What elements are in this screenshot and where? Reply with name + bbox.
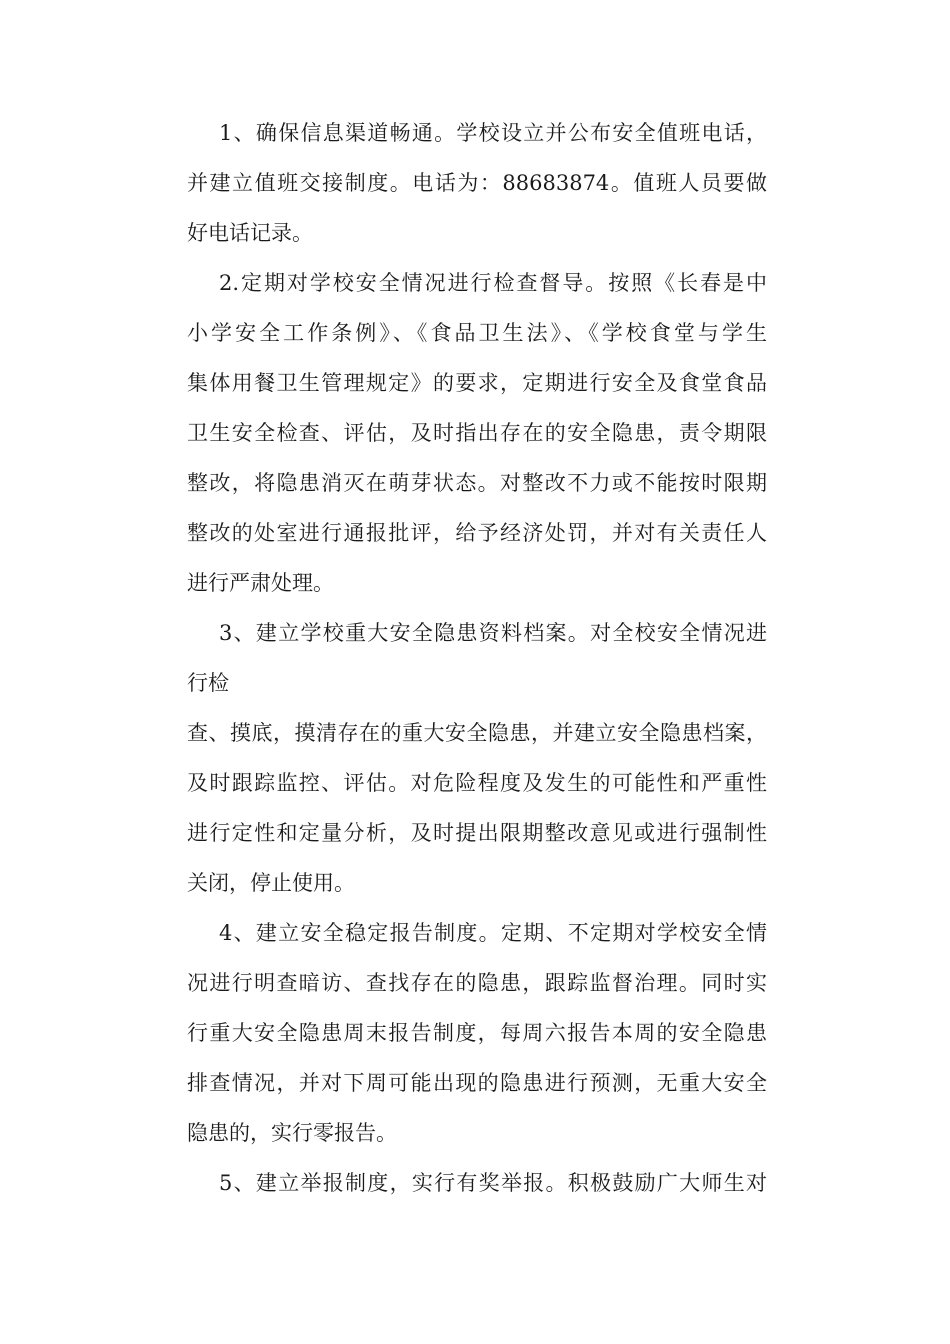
document-body bbox=[187, 108, 767, 1208]
paragraph-4 bbox=[187, 908, 767, 1158]
text-line: 卫生安全检查、评估，及时指出存在的安全隐患，责令期限 bbox=[187, 421, 767, 445]
text-line: 排查情况，并对下周可能出现的隐患进行预测，无重大安全 bbox=[187, 1071, 767, 1095]
text-line: 行检 bbox=[187, 671, 229, 695]
text-line: 隐患的，实行零报告。 bbox=[187, 1121, 397, 1145]
text-line: 1、确保信息渠道畅通。学校设立并公布安全值班电话， bbox=[219, 121, 767, 145]
text-line: 2.定期对学校安全情况进行检查督导。按照《长春是中 bbox=[219, 271, 767, 295]
text-line: 整改的处室进行通报批评，给予经济处罚，并对有关责任人 bbox=[187, 521, 767, 545]
paragraph-2 bbox=[187, 258, 767, 608]
text-line: 5、建立举报制度，实行有奖举报。积极鼓励广大师生对 bbox=[219, 1171, 767, 1195]
text-line: 及时跟踪监控、评估。对危险程度及发生的可能性和严重性 bbox=[187, 771, 767, 795]
text-line: 3、建立学校重大安全隐患资料档案。对全校安全情况进 bbox=[219, 621, 767, 645]
text-line: 进行定性和定量分析，及时提出限期整改意见或进行强制性 bbox=[187, 821, 767, 845]
text-line: 好电话记录。 bbox=[187, 221, 313, 245]
text-line: 小学安全工作条例》、《食品卫生法》、《学校食堂与学生 bbox=[187, 321, 767, 345]
text-line: 关闭，停止使用。 bbox=[187, 871, 355, 895]
paragraph-1 bbox=[187, 108, 767, 258]
text-line: 进行严肃处理。 bbox=[187, 571, 334, 595]
text-line: 况进行明查暗访、查找存在的隐患，跟踪监督治理。同时实 bbox=[187, 971, 767, 995]
text-line: 并建立值班交接制度。电话为：88683874。值班人员要做 bbox=[187, 171, 767, 195]
paragraph-5 bbox=[187, 1158, 767, 1208]
text-line: 集体用餐卫生管理规定》的要求，定期进行安全及食堂食品 bbox=[187, 371, 767, 395]
text-line: 行重大安全隐患周末报告制度，每周六报告本周的安全隐患 bbox=[187, 1021, 767, 1045]
text-line: 查、摸底，摸清存在的重大安全隐患，并建立安全隐患档案， bbox=[187, 721, 767, 745]
text-line: 4、建立安全稳定报告制度。定期、不定期对学校安全情 bbox=[219, 921, 767, 945]
paragraph-3 bbox=[187, 608, 767, 908]
text-line: 整改，将隐患消灭在萌芽状态。对整改不力或不能按时限期 bbox=[187, 471, 767, 495]
